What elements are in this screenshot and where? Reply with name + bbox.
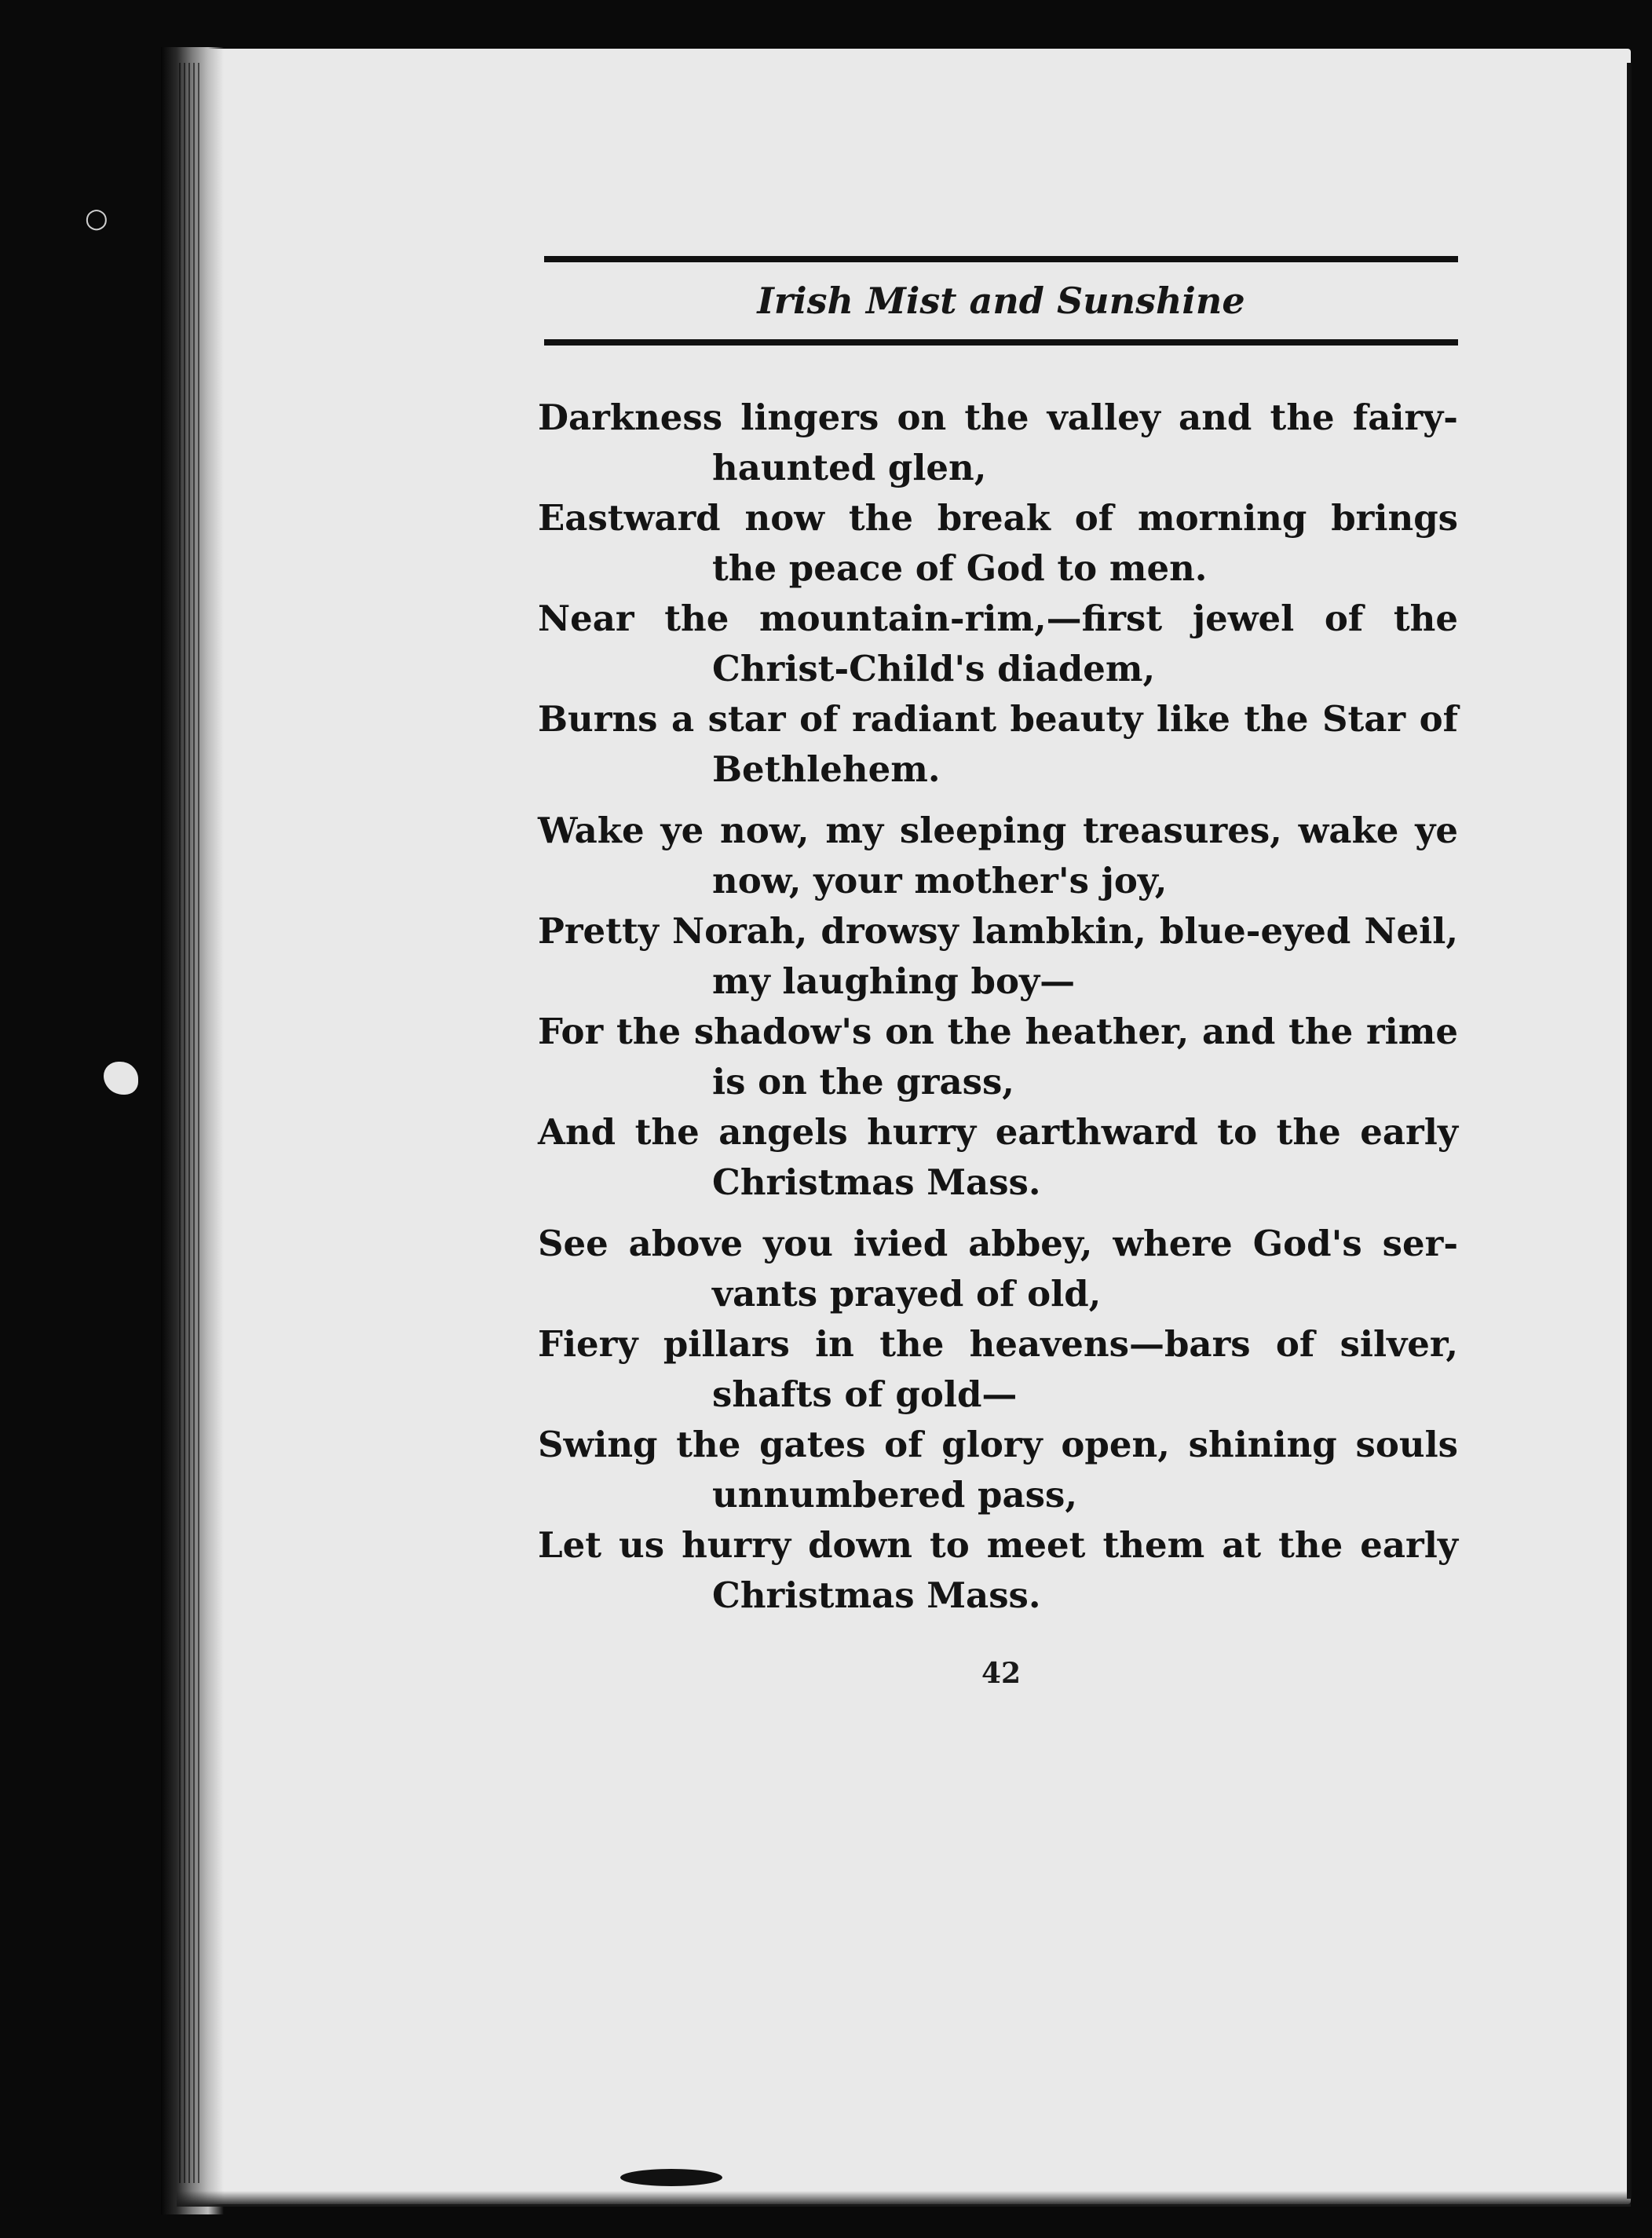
poem-line: Swing the gates of glory open, shining souls [538,1424,1458,1465]
poem-line: Wake ye now, my sleeping treasures, wake ye [538,810,1458,851]
poem-line: Burns a star of radiant beauty like the Star of [538,698,1458,740]
running-header-title: Irish Mist and Sunshine [757,280,1245,322]
header-top-rule [544,256,1458,262]
page-bottom-edge [177,2191,1631,2207]
poem-line-continuation: shafts of gold— [712,1373,1018,1415]
header-bottom-rule [544,339,1458,346]
page-number: 42 [981,1657,1022,1690]
page-edge-lines [179,63,203,2183]
poem-line-continuation: my laughing boy— [712,960,1076,1002]
poem-line: Darkness lingers on the valley and the fairy- [538,397,1458,438]
poem-stanza [538,1219,1458,1621]
poem-body [538,393,1458,1621]
poem-line-continuation: vants prayed of old, [712,1273,1102,1315]
poem-line-continuation: the peace of God to men. [712,547,1208,589]
margin-speck-mark: ○ [85,203,108,234]
poem-line: Let us hurry down to meet them at the early [538,1524,1458,1566]
poem-line-continuation: Christmas Mass. [712,1161,1041,1203]
poem-line: Near the mountain-rim,—first jewel of the [538,598,1458,639]
poem-line-continuation: Christmas Mass. [712,1574,1041,1616]
poem-line: See above you ivied abbey, where God's ser- [538,1223,1458,1264]
poem-line-continuation: is on the grass, [712,1061,1014,1103]
ink-blot-mark [620,2169,722,2186]
poem-line: Pretty Norah, drowsy lambkin, blue-eyed Neil, [538,910,1458,952]
poem-line: For the shadow's on the heather, and the rime [538,1011,1458,1052]
poem-line-continuation: now, your mother's joy, [712,860,1168,901]
poem-line-continuation: Christ-Child's diadem, [712,648,1156,689]
poem-line-continuation: haunted glen, [712,447,987,488]
page-right-edge [1627,63,1632,2199]
poem-line-continuation: unnumbered pass, [712,1474,1078,1516]
poem-line: Fiery pillars in the heavens—bars of silver, [538,1323,1458,1365]
poem-line-continuation: Bethlehem. [712,748,941,790]
poem-stanza [538,393,1458,795]
poem-line: And the angels hurry earthward to the early [538,1111,1458,1153]
poem-stanza [538,806,1458,1208]
poem-line: Eastward now the break of morning brings [538,497,1458,539]
